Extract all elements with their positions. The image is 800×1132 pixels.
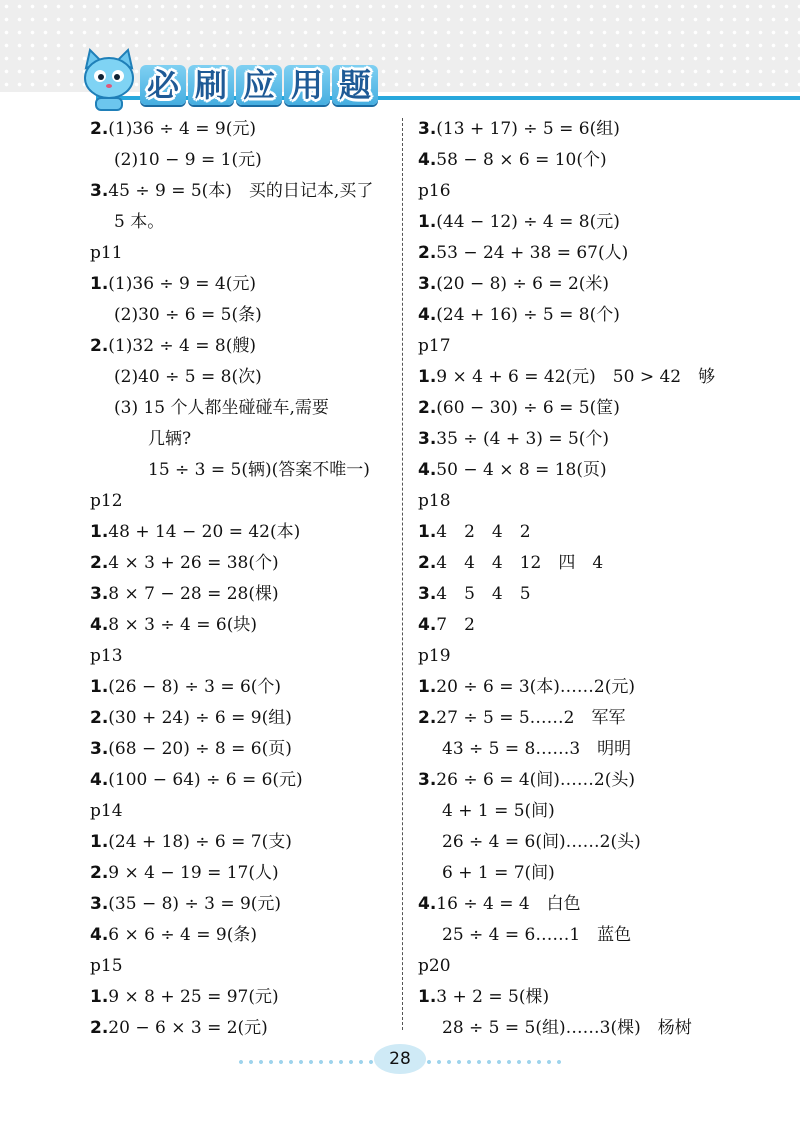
answer-text: 28 ÷ 5 = 5(组)……3(棵) 杨树: [442, 1018, 692, 1038]
answer-line: [90, 827, 390, 858]
question-number: 3.: [418, 770, 437, 790]
answer-text: 9 × 4 + 6 = 42(元) 50 > 42 够: [436, 367, 716, 387]
answer-line: [90, 1013, 390, 1044]
answer-text: 4 4 4 12 四 4: [436, 553, 604, 573]
answer-text: (1)36 ÷ 4 = 9(元): [108, 119, 257, 139]
question-number: 1.: [90, 677, 109, 697]
title-char: 刷: [188, 65, 234, 105]
answer-line: [418, 300, 778, 331]
question-number: 4.: [90, 615, 109, 635]
answer-line: [418, 641, 778, 672]
question-number: 2.: [418, 708, 437, 728]
answer-text: (24 + 16) ÷ 5 = 8(个): [436, 305, 620, 325]
answer-line: [90, 858, 390, 889]
answer-text: (44 − 12) ÷ 4 = 8(元): [436, 212, 620, 232]
title-char: 应: [236, 65, 282, 105]
answer-text: p18: [418, 491, 451, 511]
answer-text: 50 − 4 × 8 = 18(页): [436, 460, 607, 480]
answer-line: [90, 579, 390, 610]
question-number: 4.: [90, 925, 109, 945]
question-number: 1.: [418, 367, 437, 387]
question-number: 3.: [418, 429, 437, 449]
section-title: [140, 65, 378, 105]
answer-line: [418, 579, 778, 610]
question-number: 3.: [90, 739, 109, 759]
answer-line: [418, 1013, 778, 1044]
answer-text: (24 + 18) ÷ 6 = 7(支): [108, 832, 292, 852]
question-number: 3.: [90, 181, 109, 201]
answer-text: (100 − 64) ÷ 6 = 6(元): [108, 770, 303, 790]
answer-line: [418, 269, 778, 300]
footer-dots-right: [424, 1055, 564, 1069]
title-char: 题: [332, 65, 378, 105]
answer-text: p16: [418, 181, 451, 201]
answer-line: [418, 889, 778, 920]
answer-line: [90, 610, 390, 641]
answer-line: [418, 238, 778, 269]
answer-text: (30 + 24) ÷ 6 = 9(组): [108, 708, 292, 728]
answer-line: [90, 703, 390, 734]
answer-text: 25 ÷ 4 = 6……1 蓝色: [442, 925, 632, 945]
answer-line: [90, 889, 390, 920]
answers-left-column: [90, 114, 390, 1044]
question-number: 3.: [90, 584, 109, 604]
answer-line: [418, 393, 778, 424]
answer-text: 4 2 4 2: [436, 522, 531, 542]
answer-line: [418, 703, 778, 734]
answer-line: [90, 796, 390, 827]
answer-text: p14: [90, 801, 123, 821]
question-number: 2.: [90, 1018, 109, 1038]
answer-text: 8 × 7 − 28 = 28(棵): [108, 584, 279, 604]
answer-line: [418, 920, 778, 951]
answer-line: [418, 331, 778, 362]
answer-line: [418, 486, 778, 517]
answer-text: 27 ÷ 5 = 5……2 军军: [436, 708, 626, 728]
answer-text: 48 + 14 − 20 = 42(本): [108, 522, 301, 542]
answer-text: 35 ÷ (4 + 3) = 5(个): [436, 429, 610, 449]
answer-text: 26 ÷ 6 = 4(间)……2(头): [436, 770, 636, 790]
answer-text: 58 − 8 × 6 = 10(个): [436, 150, 607, 170]
answer-line: [418, 858, 778, 889]
title-char: 必: [140, 65, 186, 105]
answer-line: [90, 517, 390, 548]
page-number: 28: [374, 1044, 426, 1074]
question-number: 2.: [90, 863, 109, 883]
question-number: 4.: [418, 150, 437, 170]
answer-text: (20 − 8) ÷ 6 = 2(米): [436, 274, 610, 294]
answer-line: [90, 920, 390, 951]
answer-line: [90, 300, 390, 331]
answer-text: p11: [90, 243, 123, 263]
question-number: 1.: [90, 987, 109, 1007]
question-number: 4.: [418, 460, 437, 480]
question-number: 4.: [418, 615, 437, 635]
answer-text: 9 × 4 − 19 = 17(人): [108, 863, 279, 883]
answer-line: [90, 951, 390, 982]
answer-text: 4 + 1 = 5(间): [442, 801, 555, 821]
answer-text: 16 ÷ 4 = 4 白色: [436, 894, 581, 914]
answer-line: [418, 517, 778, 548]
answer-text: 6 × 6 ÷ 4 = 9(条): [108, 925, 257, 945]
answer-line: [90, 269, 390, 300]
question-number: 1.: [418, 212, 437, 232]
answer-line: [418, 114, 778, 145]
answer-line: [90, 734, 390, 765]
question-number: 2.: [90, 336, 109, 356]
question-number: 1.: [418, 677, 437, 697]
answer-text: 几辆?: [148, 429, 192, 449]
answer-line: [90, 331, 390, 362]
answer-text: 9 × 8 + 25 = 97(元): [108, 987, 279, 1007]
answer-text: 3 + 2 = 5(棵): [436, 987, 550, 1007]
answer-line: [90, 455, 390, 486]
answer-line: [418, 982, 778, 1013]
question-number: 4.: [90, 770, 109, 790]
answer-line: [418, 765, 778, 796]
answer-text: 26 ÷ 4 = 6(间)……2(头): [442, 832, 641, 852]
answer-line: [90, 641, 390, 672]
answer-line: [90, 114, 390, 145]
answer-text: 53 − 24 + 38 = 67(人): [436, 243, 629, 263]
question-number: 2.: [90, 553, 109, 573]
answer-line: [418, 734, 778, 765]
answer-line: [418, 362, 778, 393]
question-number: 1.: [90, 274, 109, 294]
question-number: 3.: [418, 584, 437, 604]
answer-line: [90, 982, 390, 1013]
answer-text: 4 5 4 5: [436, 584, 531, 604]
answer-text: (35 − 8) ÷ 3 = 9(元): [108, 894, 282, 914]
answer-line: [90, 238, 390, 269]
question-number: 4.: [418, 305, 437, 325]
question-number: 3.: [90, 894, 109, 914]
question-number: 1.: [90, 522, 109, 542]
answer-text: (26 − 8) ÷ 3 = 6(个): [108, 677, 282, 697]
answer-line: [90, 672, 390, 703]
answer-line: [418, 827, 778, 858]
answer-line: [90, 393, 390, 424]
answer-line: [418, 145, 778, 176]
answer-text: 4 × 3 + 26 = 38(个): [108, 553, 279, 573]
answer-text: p15: [90, 956, 123, 976]
answer-line: [418, 176, 778, 207]
answer-text: 5 本。: [114, 212, 165, 232]
answer-text: (60 − 30) ÷ 6 = 5(筐): [436, 398, 620, 418]
column-divider: [402, 118, 403, 1030]
answer-line: [418, 455, 778, 486]
question-number: 3.: [418, 274, 437, 294]
answer-text: p12: [90, 491, 123, 511]
answer-text: (2)40 ÷ 5 = 8(次): [114, 367, 262, 387]
question-number: 3.: [418, 119, 437, 139]
answer-line: [418, 672, 778, 703]
answer-text: 20 ÷ 6 = 3(本)……2(元): [436, 677, 636, 697]
footer-dots-left: [236, 1055, 376, 1069]
answer-text: 43 ÷ 5 = 8……3 明明: [442, 739, 632, 759]
answers-right-column: [418, 114, 778, 1044]
question-number: 1.: [418, 522, 437, 542]
question-number: 2.: [90, 119, 109, 139]
title-char: 用: [284, 65, 330, 105]
answer-line: [90, 145, 390, 176]
answer-text: p19: [418, 646, 451, 666]
answer-line: [418, 424, 778, 455]
answer-text: p13: [90, 646, 123, 666]
answer-text: 7 2: [436, 615, 475, 635]
answer-line: [418, 796, 778, 827]
question-number: 2.: [90, 708, 109, 728]
answer-line: [90, 207, 390, 238]
answer-line: [90, 765, 390, 796]
answer-line: [90, 424, 390, 455]
answer-text: (3) 15 个人都坐碰碰车,需要: [114, 398, 329, 418]
question-number: 2.: [418, 243, 437, 263]
answer-text: (1)32 ÷ 4 = 8(艘): [108, 336, 257, 356]
cat-mascot-icon: [76, 46, 142, 112]
question-number: 4.: [418, 894, 437, 914]
answer-text: (2)10 − 9 = 1(元): [114, 150, 262, 170]
answer-text: (68 − 20) ÷ 8 = 6(页): [108, 739, 292, 759]
answer-line: [90, 176, 390, 207]
answer-line: [418, 207, 778, 238]
answer-line: [418, 548, 778, 579]
question-number: 1.: [90, 832, 109, 852]
answer-text: 8 × 3 ÷ 4 = 6(块): [108, 615, 257, 635]
answer-line: [90, 548, 390, 579]
answer-text: p20: [418, 956, 451, 976]
answer-line: [418, 951, 778, 982]
answer-line: [90, 362, 390, 393]
answer-text: 6 + 1 = 7(间): [442, 863, 555, 883]
question-number: 1.: [418, 987, 437, 1007]
answer-text: (1)36 ÷ 9 = 4(元): [108, 274, 257, 294]
question-number: 2.: [418, 398, 437, 418]
answer-line: [90, 486, 390, 517]
answer-text: 15 ÷ 3 = 5(辆)(答案不唯一): [148, 460, 370, 480]
question-number: 2.: [418, 553, 437, 573]
answer-text: 45 ÷ 9 = 5(本) 买的日记本,买了: [108, 181, 374, 201]
answer-text: 20 − 6 × 3 = 2(元): [108, 1018, 268, 1038]
answer-text: (2)30 ÷ 6 = 5(条): [114, 305, 262, 325]
answer-text: p17: [418, 336, 451, 356]
answer-text: (13 + 17) ÷ 5 = 6(组): [436, 119, 620, 139]
answer-line: [418, 610, 778, 641]
